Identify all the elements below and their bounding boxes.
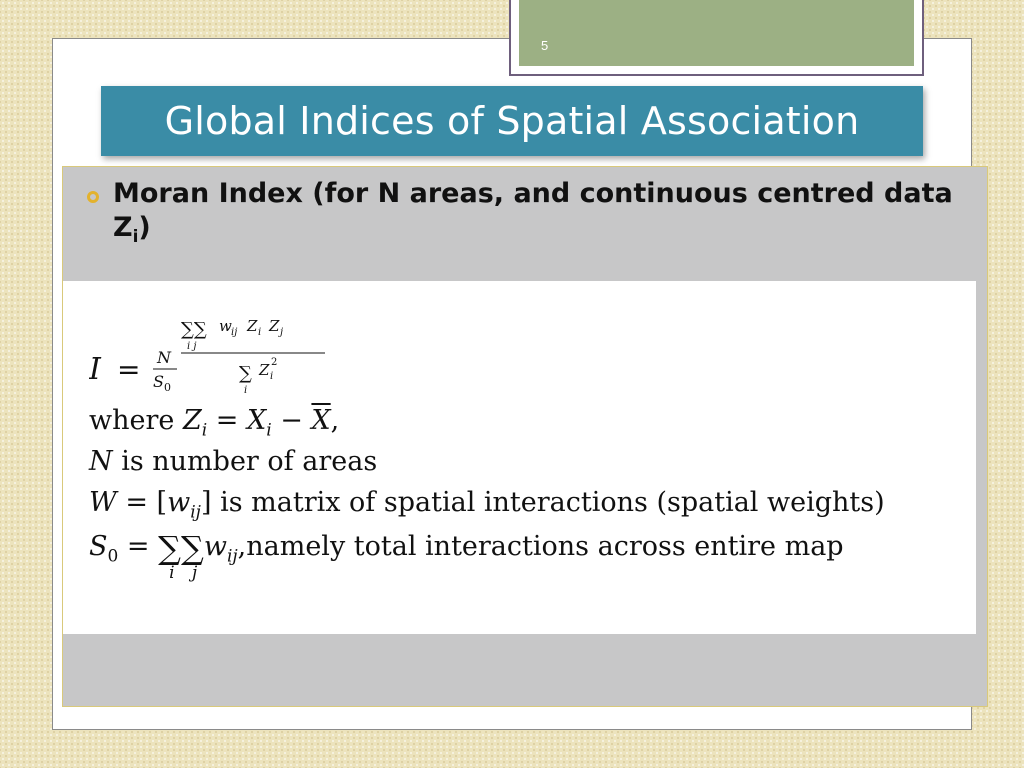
s0-sum-j-index: j: [191, 563, 198, 583]
formula-num-z1: Z: [247, 317, 258, 335]
formula-equals: =: [117, 353, 141, 386]
formula-line-where: [89, 405, 339, 440]
where-suffix: ,: [330, 405, 340, 436]
bullet-text-suffix: ): [138, 212, 151, 243]
formula-line-n: [89, 446, 377, 477]
where-z: Z: [182, 405, 202, 436]
w-close: ]: [200, 487, 212, 518]
w-var: W: [89, 487, 117, 518]
s0-w: w: [203, 531, 227, 562]
formula-coef-num: N: [157, 348, 171, 367]
formula-coef-den: S: [153, 372, 164, 391]
formula-num-z2: Z: [269, 317, 280, 335]
bullet-item: [83, 177, 963, 254]
formula-den-sum: ∑: [239, 363, 252, 384]
formula-num-w-sub: ij: [231, 327, 238, 338]
s0-sum-j-symbol: ∑: [180, 529, 204, 567]
formula-line-s0: [89, 529, 844, 583]
s0-w-sub: ij: [226, 546, 238, 567]
w-elem: w: [167, 487, 191, 518]
where-xbar: $\overline{X}$: [311, 405, 331, 436]
s0-sum-j: [180, 529, 204, 583]
formula-image: [63, 281, 976, 634]
where-minus: −: [271, 405, 312, 436]
formula-coef-den-sub: 0: [164, 381, 171, 394]
title-bar: [101, 86, 923, 156]
formula-den-index: i: [244, 385, 248, 396]
bullet-text-main: Moran Index (for N areas, and continuous centred data Z: [113, 178, 953, 243]
formula-line-w: [89, 487, 885, 522]
bullet-text: [113, 177, 963, 254]
s0-sub: 0: [107, 546, 119, 567]
where-x: X: [246, 405, 267, 436]
w-eq: = [: [116, 487, 168, 518]
s0-var: S: [89, 531, 108, 562]
where-x-sub: i: [266, 420, 272, 441]
where-eq: =: [207, 405, 247, 436]
formula-num-z2-sub: j: [280, 327, 284, 338]
s0-eq: =: [118, 531, 159, 562]
slide-number-tab: [509, 0, 924, 76]
formula-den-z: Z: [259, 361, 270, 379]
formula-den-z-sup: 2: [271, 357, 278, 368]
formula-den-z-sub: i: [270, 371, 274, 382]
formula-num-indices: i j: [187, 341, 197, 352]
w-elem-sub: ij: [190, 502, 201, 523]
moran-formula: [89, 301, 419, 401]
where-prefix: where: [89, 405, 183, 436]
s0-sum-i: [158, 529, 181, 583]
slide-title: Global Indices of Spatial Association: [164, 99, 860, 143]
s0-sum-i-symbol: ∑: [158, 529, 181, 567]
slide-number: 5: [541, 38, 549, 53]
slide-number-tab-fill: [519, 0, 914, 66]
s0-sum-i-index: i: [169, 563, 175, 583]
n-var: N: [89, 446, 113, 477]
bullet-circle-icon: [87, 191, 99, 203]
where-z-sub: i: [201, 420, 208, 441]
s0-text: ,namely total interactions across entire map: [237, 531, 844, 562]
n-text: is number of areas: [112, 446, 378, 477]
formula-lhs: I: [89, 352, 101, 387]
w-text: is matrix of spatial interactions (spatial weights): [211, 487, 885, 518]
formula-num-w: w: [219, 317, 232, 335]
formula-num-sum: ∑∑: [181, 319, 207, 340]
formula-num-z1-sub: i: [258, 327, 262, 338]
bullet-text-subscript: i: [132, 227, 139, 247]
